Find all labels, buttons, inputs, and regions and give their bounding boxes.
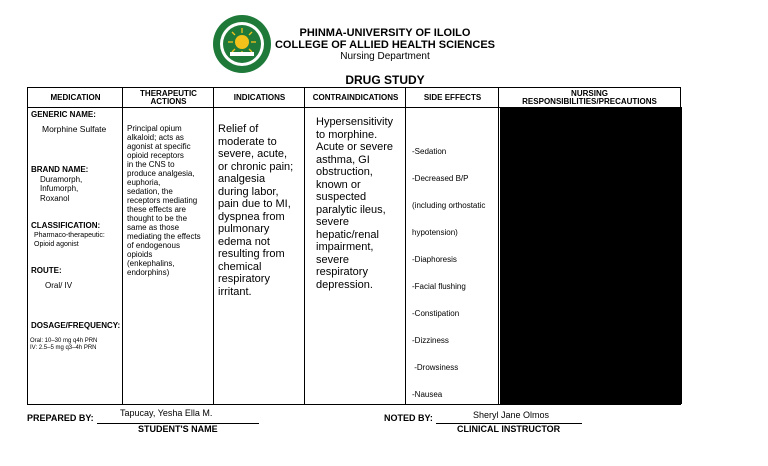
therapeutic-actions-column xyxy=(123,88,214,404)
contraindication-line: impairment, xyxy=(316,241,374,253)
side-effect-line: (including orthostatic xyxy=(412,201,486,210)
nursing-header-line-1: NURSING xyxy=(571,88,608,98)
contraindication-line: respiratory xyxy=(316,266,368,278)
indication-line: respiratory xyxy=(218,273,270,285)
side-effects-cell xyxy=(412,108,498,404)
contraindications-column xyxy=(305,88,406,404)
department-name: Nursing Department xyxy=(340,51,430,62)
medication-header: MEDICATION xyxy=(50,92,101,102)
therapeutic-line: Principal opium xyxy=(127,124,182,133)
dosage-label: DOSAGE/FREQUENCY: xyxy=(31,321,121,330)
indications-column xyxy=(214,88,305,404)
therapeutic-line: same as those xyxy=(127,223,180,232)
contraindication-line: obstruction, xyxy=(316,166,373,178)
therapeutic-line: of endogenous xyxy=(127,241,180,250)
side-effect-line: -Facial flushing xyxy=(412,282,466,291)
therapeutic-line: (enkephalins, xyxy=(127,259,175,268)
brand-name-3: Roxanol xyxy=(40,194,70,203)
indication-line: during labor, xyxy=(218,185,279,198)
side-effect-line: -Sedation xyxy=(412,147,447,156)
side-effect-line: -Drowsiness xyxy=(412,363,459,372)
classification-value-2: Opioid agonist xyxy=(34,241,79,248)
contraindication-line: hepatic/renal xyxy=(316,228,379,241)
contraindication-line: severe xyxy=(316,216,350,228)
student-name: Tapucay, Yesha Ella M. xyxy=(120,408,213,418)
university-name: PHINMA-UNIVERSITY OF ILOILO xyxy=(299,27,471,39)
contraindication-line: asthma, GI xyxy=(316,153,370,166)
contraindication-line: paralytic ileus, xyxy=(316,203,386,216)
classification-label: CLASSIFICATION: xyxy=(31,221,101,230)
therapeutic-line: opioid receptors xyxy=(127,151,184,160)
therapeutic-actions-cell xyxy=(127,108,212,404)
college-name: COLLEGE OF ALLIED HEALTH SCIENCES xyxy=(274,39,495,51)
contraindication-line: severe xyxy=(316,253,350,266)
redacted-nursing-block xyxy=(500,107,682,404)
therapeutic-line: euphoria, xyxy=(127,178,161,187)
therapeutic-actions-header xyxy=(123,88,214,107)
prepared-by-label: PREPARED BY: xyxy=(27,413,94,423)
indication-line: irritant. xyxy=(218,285,252,298)
contraindication-line: suspected xyxy=(316,191,367,203)
indication-line: resulting from xyxy=(218,248,285,260)
therapeutic-line: endorphins) xyxy=(127,268,170,277)
contraindication-line: Acute or severe xyxy=(316,141,394,153)
instructor-name: Sheryl Jane Olmos xyxy=(473,410,550,420)
indication-line: chemical xyxy=(218,260,262,273)
therapeutic-line: receptors mediating xyxy=(127,196,198,205)
indication-line: severe, acute, xyxy=(218,148,288,160)
brand-name-2: Infumorph, xyxy=(40,184,79,193)
therapeutic-line: sedation, the xyxy=(127,187,173,196)
therapeutic-line: thought to be the xyxy=(127,214,188,223)
instructor-caption: CLINICAL INSTRUCTOR xyxy=(457,424,561,434)
route-value: Oral/ IV xyxy=(45,281,73,290)
indication-line: Relief of xyxy=(218,123,259,135)
classification-value-1: Pharmaco-therapeutic: xyxy=(34,232,105,239)
side-effects-column xyxy=(406,88,499,404)
therapeutic-line: mediating the effects xyxy=(127,232,201,241)
document-title: DRUG STUDY xyxy=(345,73,425,87)
dosage-value-2: IV: 2.5–5 mg q3–4h PRN xyxy=(30,345,97,351)
dosage-value-1: Oral: 10–30 mg q4h PRN xyxy=(30,338,98,344)
side-effect-line: -Dizziness xyxy=(412,336,449,345)
therapeutic-line: agonist at specific xyxy=(127,142,191,151)
contraindication-line: to morphine. xyxy=(316,128,378,141)
contraindications-cell xyxy=(316,108,404,404)
side-effect-line: -Diaphoresis xyxy=(412,255,457,264)
indications-cell xyxy=(218,108,303,404)
therapeutic-header-line-2: ACTIONS xyxy=(150,96,187,106)
therapeutic-header-line-1: THERAPEUTIC xyxy=(140,88,197,98)
noted-by-label: NOTED BY: xyxy=(384,413,433,423)
medication-column xyxy=(28,88,123,404)
contraindications-header: CONTRAINDICATIONS xyxy=(312,92,399,102)
indication-line: analgesia xyxy=(218,173,266,185)
contraindication-line: known or xyxy=(316,178,361,191)
route-label: ROUTE: xyxy=(31,266,62,275)
indications-header: INDICATIONS xyxy=(233,92,286,102)
contraindication-line: depression. xyxy=(316,278,373,291)
side-effect-line: hypotension) xyxy=(412,228,458,237)
therapeutic-line: alkaloid; acts as xyxy=(127,133,184,142)
nursing-header xyxy=(499,88,680,107)
brand-name-label: BRAND NAME: xyxy=(31,165,89,174)
indication-line: pulmonary xyxy=(218,223,270,235)
generic-name-value: Morphine Sulfate xyxy=(42,124,107,134)
therapeutic-line: these effects are xyxy=(127,205,186,214)
side-effects-header: SIDE EFFECTS xyxy=(423,92,482,102)
indication-line: dyspnea from xyxy=(218,210,285,223)
indication-line: or chronic pain; xyxy=(218,160,294,173)
indication-line: pain due to MI, xyxy=(218,198,291,210)
indication-line: moderate to xyxy=(218,135,277,148)
side-effect-line: -Decreased B/P xyxy=(412,174,469,183)
side-effect-line: -Nausea xyxy=(412,390,443,399)
contraindication-line: Hypersensitivity xyxy=(316,116,394,128)
brand-name-1: Duramorph, xyxy=(40,175,83,184)
side-effect-line: -Constipation xyxy=(412,309,460,318)
therapeutic-line: in the CNS to xyxy=(127,160,175,169)
generic-name-label: GENERIC NAME: xyxy=(31,110,96,119)
student-caption: STUDENT'S NAME xyxy=(138,424,218,434)
therapeutic-line: produce analgesia, xyxy=(127,169,195,178)
indication-line: edema not xyxy=(218,235,270,248)
therapeutic-line: opioids xyxy=(127,250,153,259)
nursing-header-line-2: RESPONSIBILITIES/PRECAUTIONS xyxy=(522,96,657,106)
medication-cell xyxy=(28,108,123,404)
